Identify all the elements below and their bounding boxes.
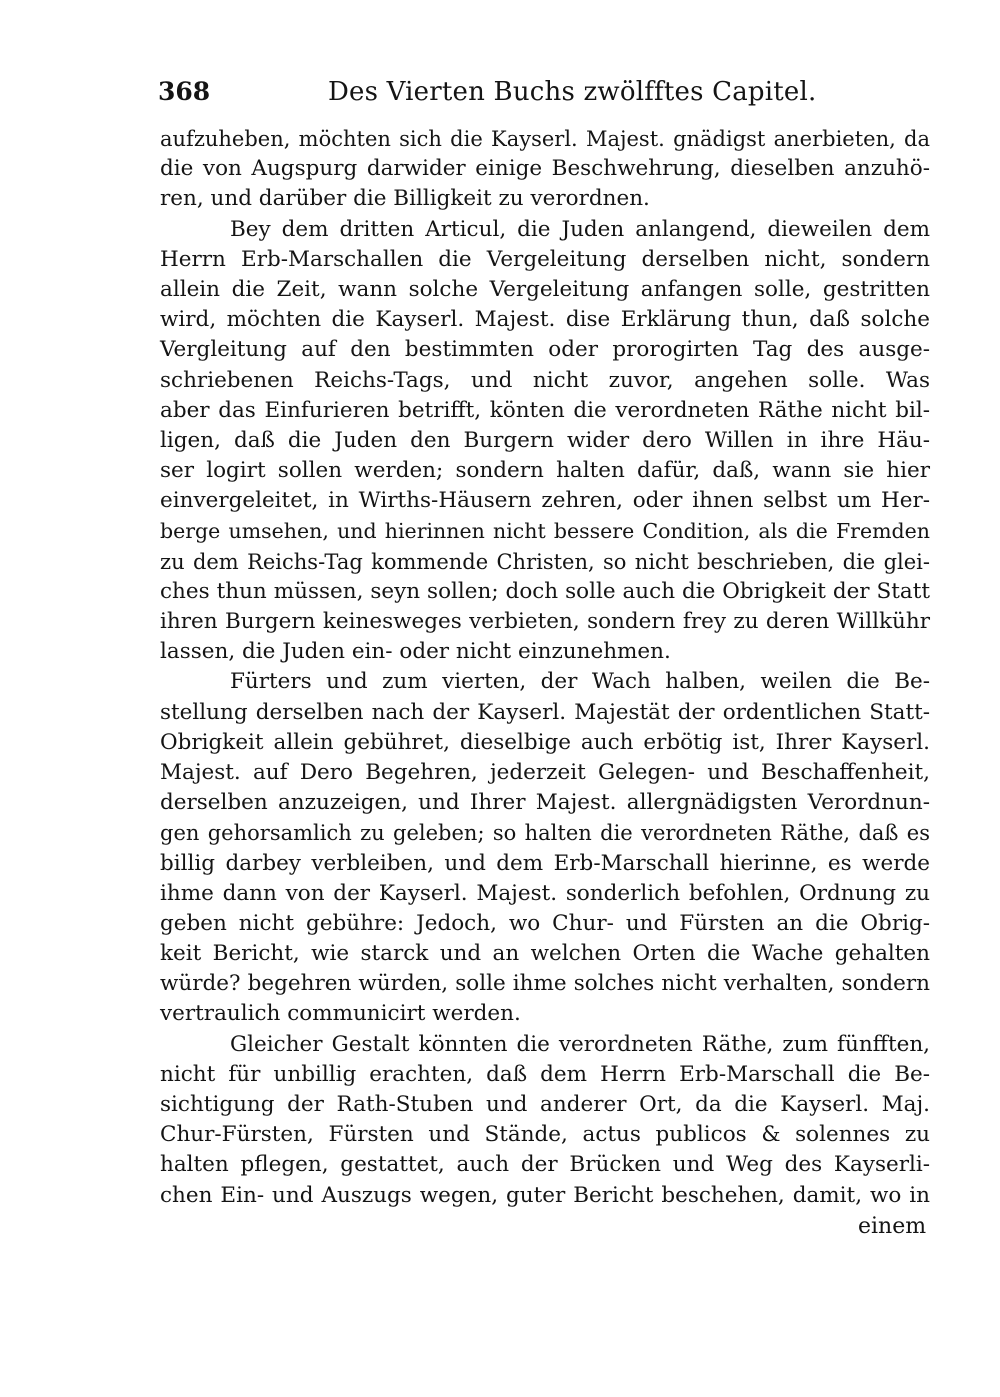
text-line: Herrn Erb-Marschallen die Vergeleitung derselben nicht, sondern: [160, 246, 930, 272]
text-line: schriebenen Reichs-Tags, und nicht zuvor, angehen solle. Was: [160, 367, 930, 393]
text-line: derselben anzuzeigen, und Ihrer Majest. allergnädigsten Verordnun-: [160, 790, 930, 816]
text-line: aufzuheben, möchten sich die Kayserl. Majest. gnädigst anerbieten, da: [160, 127, 930, 151]
text-line: halten pflegen, gestattet, auch der Brücken und Weg des Kayserli-: [160, 1152, 930, 1178]
text-line: Majest. auf Dero Begehren, jederzeit Gelegen- und Beschaffenheit,: [160, 759, 930, 785]
text-line: berge umsehen, und hierinnen nicht bessere Condition, als die Fremden: [160, 519, 930, 544]
text-line: lassen, die Juden ein- oder nicht einzunehmen.: [160, 639, 671, 665]
text-line: stellung derselben nach der Kayserl. Majestät der ordentlichen Statt-: [160, 699, 930, 725]
text-line: wird, möchten die Kayserl. Majest. dise Erklärung thun, daß solche: [160, 307, 930, 333]
text-line: ser logirt sollen werden; sondern halten dafür, daß, wann sie hier: [160, 458, 930, 484]
text-line: gen gehorsamlich zu geleben; so halten die verordneten Räthe, daß es: [160, 821, 930, 846]
text-line: keit Bericht, wie starck und an welchen Orten die Wache gehalten: [160, 941, 930, 967]
text-line: ihme dann von der Kayserl. Majest. sonderlich befohlen, Ordnung zu: [160, 880, 930, 906]
text-line: Chur-Fürsten, Fürsten und Stände, actus publicos & solennes zu: [160, 1122, 930, 1148]
body-text: [160, 124, 930, 1211]
text-line: billig darbey verbleiben, und dem Erb-Marschall hierinne, es werde: [160, 850, 930, 876]
text-line: aber das Einfurieren betrifft, könten die verordneten Räthe nicht bil-: [160, 397, 930, 423]
text-line: Gleicher Gestalt könnten die verordneten Räthe, zum fünfften,: [230, 1031, 930, 1057]
text-line: vertraulich communicirt werden.: [160, 1001, 521, 1027]
text-line: chen Ein- und Auszugs wegen, guter Bericht beschehen, damit, wo in: [160, 1182, 930, 1208]
text-line: ihren Burgern keinesweges verbieten, sondern frey zu deren Willkühr: [160, 609, 930, 634]
text-line: die von Augspurg darwider einige Beschwehrung, dieselben anzuhö-: [160, 156, 930, 182]
text-line: Bey dem dritten Articul, die Juden anlangend, dieweilen dem: [230, 216, 930, 242]
running-title: Des Vierten Buchs zwölfftes Capitel.: [328, 77, 817, 107]
text-line: geben nicht gebühre: Jedoch, wo Chur- und Fürsten an die Obrig-: [160, 910, 930, 936]
page-number: 368: [158, 77, 211, 106]
text-line: sichtigung der Rath-Stuben und anderer Ort, da die Kayserl. Maj.: [160, 1092, 930, 1117]
text-line: Fürters und zum vierten, der Wach halben, weilen die Be-: [230, 669, 930, 695]
text-line: ligen, daß die Juden den Burgern wider dero Willen in ihre Häu-: [160, 427, 930, 453]
page-header: [158, 72, 938, 112]
text-line: ches thun müssen, seyn sollen; doch solle auch die Obrigkeit der Statt: [160, 578, 930, 604]
text-line: allein die Zeit, wann solche Vergeleitung anfangen solle, gestritten: [160, 276, 930, 302]
text-line: nicht für unbillig erachten, daß dem Herrn Erb-Marschall die Be-: [160, 1061, 930, 1087]
text-line: ren, und darüber die Billigkeit zu verordnen.: [160, 186, 650, 212]
text-line: einvergeleitet, in Wirths-Häusern zehren, oder ihnen selbst um Her-: [160, 488, 930, 514]
text-line: zu dem Reichs-Tag kommende Christen, so nicht beschrieben, die glei-: [160, 549, 930, 574]
text-line: Vergleitung auf den bestimmten oder prorogirten Tag des ausge-: [160, 337, 930, 363]
text-line: würde? begehren würden, solle ihme solches nicht verhalten, sondern: [160, 971, 930, 997]
text-line: Obrigkeit allein gebühret, dieselbige auch erbötig ist, Ihrer Kayserl.: [160, 729, 930, 755]
catchword: einem: [858, 1214, 927, 1239]
